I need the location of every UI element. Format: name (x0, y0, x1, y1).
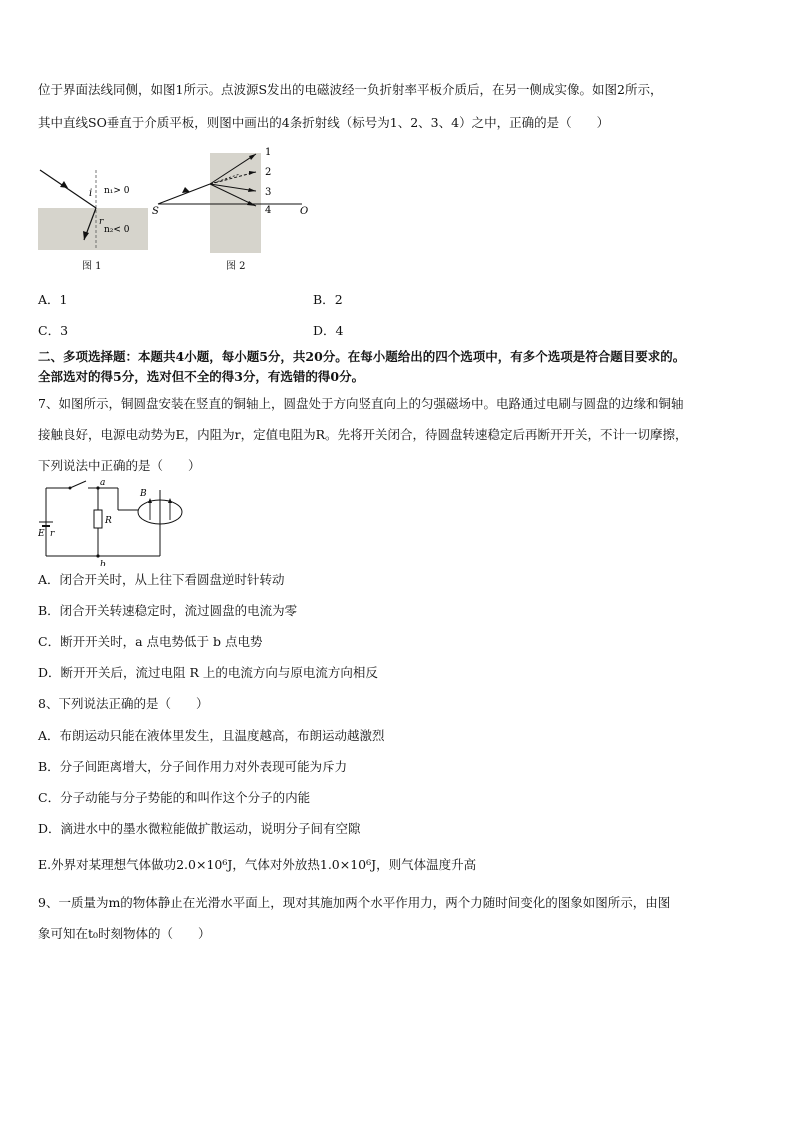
label-r-resistor: R (105, 516, 112, 526)
q7-option-b[interactable]: B．闭合开关转速稳定时，流过圆盘的电流为零 (38, 603, 298, 618)
q6-option-a-letter: A． (38, 292, 60, 307)
q6-option-c-text: 3 (60, 323, 69, 338)
q6-option-c-letter: C． (38, 323, 61, 338)
switch-blade (70, 481, 86, 488)
q9-line-1: 9、一质量为m的物体静止在光滑水平面上，现对其施加两个水平作用力，两个力随时间变化的图象如图所示，由图 (38, 895, 671, 910)
source-s-label: S (152, 206, 159, 217)
q8-stem: 8、下列说法正确的是（ ） (38, 696, 209, 711)
label-b-field: B (140, 489, 147, 499)
q7-circuit-drawing (38, 478, 198, 566)
resistor-r (94, 510, 102, 528)
section-2-instructions-2: 全部选对的得5分，选对但不全的得3分，有选错的得0分。 (38, 369, 365, 384)
q8-option-b[interactable]: B．分子间距离增大，分子间作用力对外表现可能为斥力 (38, 759, 348, 774)
label-r-internal: r (50, 529, 55, 539)
incident-ray (40, 170, 96, 208)
q6-option-b-letter: B． (313, 292, 335, 307)
figure-2-caption: 图 2 (226, 261, 246, 272)
q8-option-a[interactable]: A．布朗运动只能在液体里发生，且温度越高，布朗运动越激烈 (38, 728, 385, 743)
q6-option-d[interactable] (313, 323, 343, 339)
q9-line-2: 象可知在t₀时刻物体的（ ） (38, 926, 211, 941)
incident-arrow (182, 187, 190, 193)
switch-pivot (69, 487, 72, 490)
figure-1 (38, 160, 158, 270)
section-2-instructions-1: 二、多项选择题：本题共4小题，每小题5分，共20分。在每小题给出的四个选项中，有多个选项是符合题目要求的。 (38, 349, 686, 364)
ray-3-label: 3 (265, 187, 272, 198)
label-e: E (38, 529, 45, 539)
q6-option-b-text: 2 (334, 292, 343, 307)
figure-1-drawing (38, 160, 158, 270)
figure-1-caption: 图 1 (82, 261, 102, 272)
angle-r-label: r (99, 217, 104, 227)
point-o-label: O (300, 206, 309, 217)
q7-option-d[interactable]: D．断开开关后，流过电阻 R 上的电流方向与原电流方向相反 (38, 665, 378, 680)
label-b: b (100, 560, 106, 566)
figure-2-drawing (150, 144, 320, 259)
q6-option-a-text: 1 (59, 292, 68, 307)
q7-line-1: 7、如图所示，铜圆盘安装在竖直的铜轴上，圆盘处于方向竖直向上的匀强磁场中。电路通过电刷与圆盘的边缘和铜轴 (38, 396, 684, 411)
ray-4-label: 4 (265, 205, 272, 216)
label-a: a (100, 478, 106, 488)
ray-1-label: 1 (265, 147, 272, 158)
incident-ray (158, 184, 210, 204)
n1-label: n₁> 0 (104, 186, 130, 196)
q8-option-d[interactable]: D．滴进水中的墨水微粒能做扩散运动，说明分子间有空隙 (38, 821, 361, 836)
q7-line-3: 下列说法中正确的是（ ） (38, 458, 201, 473)
angle-i-label: i (89, 188, 93, 199)
q7-option-a[interactable]: A．闭合开关时，从上往下看圆盘逆时针转动 (38, 572, 285, 587)
q7-line-2: 接触良好，电源电动势为E，内阻为r，定值电阻为R。先将开关闭合，待圆盘转速稳定后再断开开关，不计一切摩擦， (38, 427, 688, 442)
ray-2-label: 2 (265, 167, 272, 178)
q7-option-c[interactable]: C．断开开关时，a 点电势低于 b 点电势 (38, 634, 263, 649)
q6-line-1: 位于界面法线同侧，如图1所示。点波源S发出的电磁波经一负折射率平板介质后，在另一侧成实像。如图2所示， (38, 82, 663, 97)
q6-option-a[interactable] (38, 292, 67, 308)
q6-option-d-text: 4 (335, 323, 344, 338)
figure-2 (150, 144, 320, 259)
medium-slab (210, 153, 261, 253)
q8-option-e[interactable]: E.外界对某理想气体做功2.0×10⁶J，气体对外放热1.0×10⁶J，则气体温度升高 (38, 857, 477, 872)
q7-circuit-figure (38, 478, 198, 566)
q6-option-b[interactable] (313, 292, 343, 308)
q8-option-c[interactable]: C．分子动能与分子势能的和叫作这个分子的内能 (38, 790, 311, 805)
n2-label: n₂< 0 (104, 225, 130, 235)
q6-option-c[interactable] (38, 323, 68, 339)
q6-option-d-letter: D． (313, 323, 336, 338)
q6-line-2: 其中直线SO垂直于介质平板，则图中画出的4条折射线（标号为1、2、3、4）之中，正确的是（ ） (38, 115, 610, 130)
